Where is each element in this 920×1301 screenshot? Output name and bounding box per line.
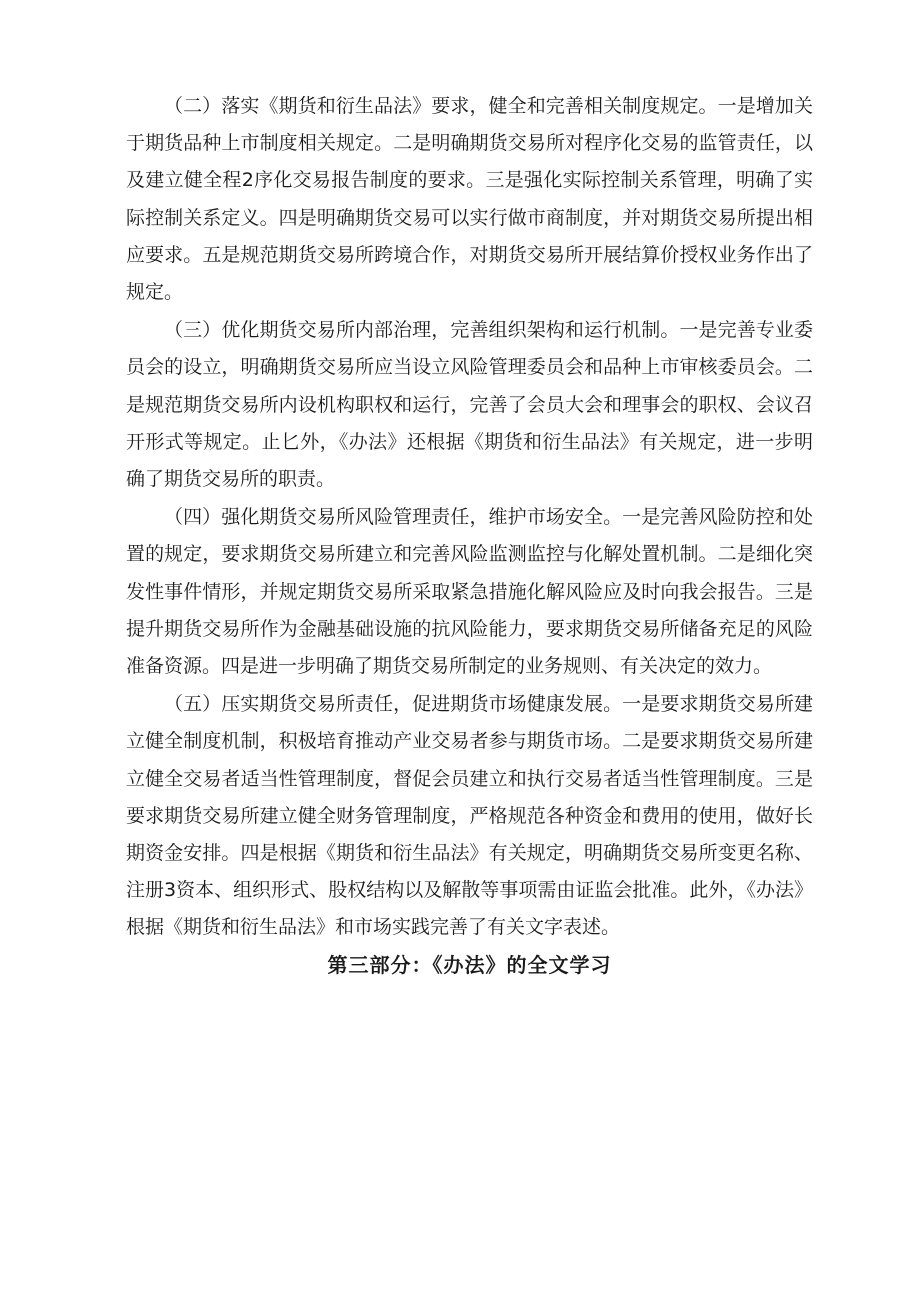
section-heading: 第三部分：《办法》的全文学习: [327, 952, 612, 977]
paragraph-2: （二）落实《期货和衍生品法》要求，健全和完善相关制度规定。一是增加关于期货品种上市制度相关规定。二是明确期货交易所对程序化交易的监管责任，以及建立健全程2序化交易报告制度的要求。三是强化实际控制关系管理，明确了实际控制关系定义。四是明确期货交易可以实行做市商制度，并对期货交易所提出相应要求。五是规范期货交易所跨境合作，对期货交易所开展结算价授权业务作出了规定。: [126, 95, 813, 304]
document-body: [126, 88, 813, 984]
paragraph-3: （三）优化期货交易所内部治理，完善组织架构和运行机制。一是完善专业委员会的设立，明确期货交易所应当设立风险管理委员会和品种上市审核委员会。二是规范期货交易所内设机构职权和运行，完善了会员大会和理事会的职权、会议召开形式等规定。止匕外，《办法》还根据《期货和衍生品法》有关规定，进一步明确了期货交易所的职责。: [126, 319, 813, 491]
paragraph-4: （四）强化期货交易所风险管理责任，维护市场安全。一是完善风险防控和处置的规定，要求期货交易所建立和完善风险监测监控与化解处置机制。二是细化突发性事件情形，并规定期货交易所采取紧急措施化解风险应及时向我会报告。三是提升期货交易所作为金融基础设施的抗风险能力，要求期货交易所储备充足的风险准备资源。四是进一步明确了期货交易所制定的业务规则、有关决定的效力。: [126, 506, 813, 678]
paragraph-5: （五）压实期货交易所责任，促进期货市场健康发展。一是要求期货交易所建立健全制度机制，积极培育推动产业交易者参与期货市场。二是要求期货交易所建立健全交易者适当性管理制度，督促会员建立和执行交易者适当性管理制度。三是要求期货交易所建立健全财务管理制度，严格规范各种资金和费用的使用，做好长期资金安排。四是根据《期货和衍生品法》有关规定，明确期货交易所变更名称、注册3资本、组织形式、股权结构以及解散等事项需由证监会批准。此外，《办法》根据《期货和衍生品法》和市场实践完善了有关文字表述。: [126, 693, 813, 939]
